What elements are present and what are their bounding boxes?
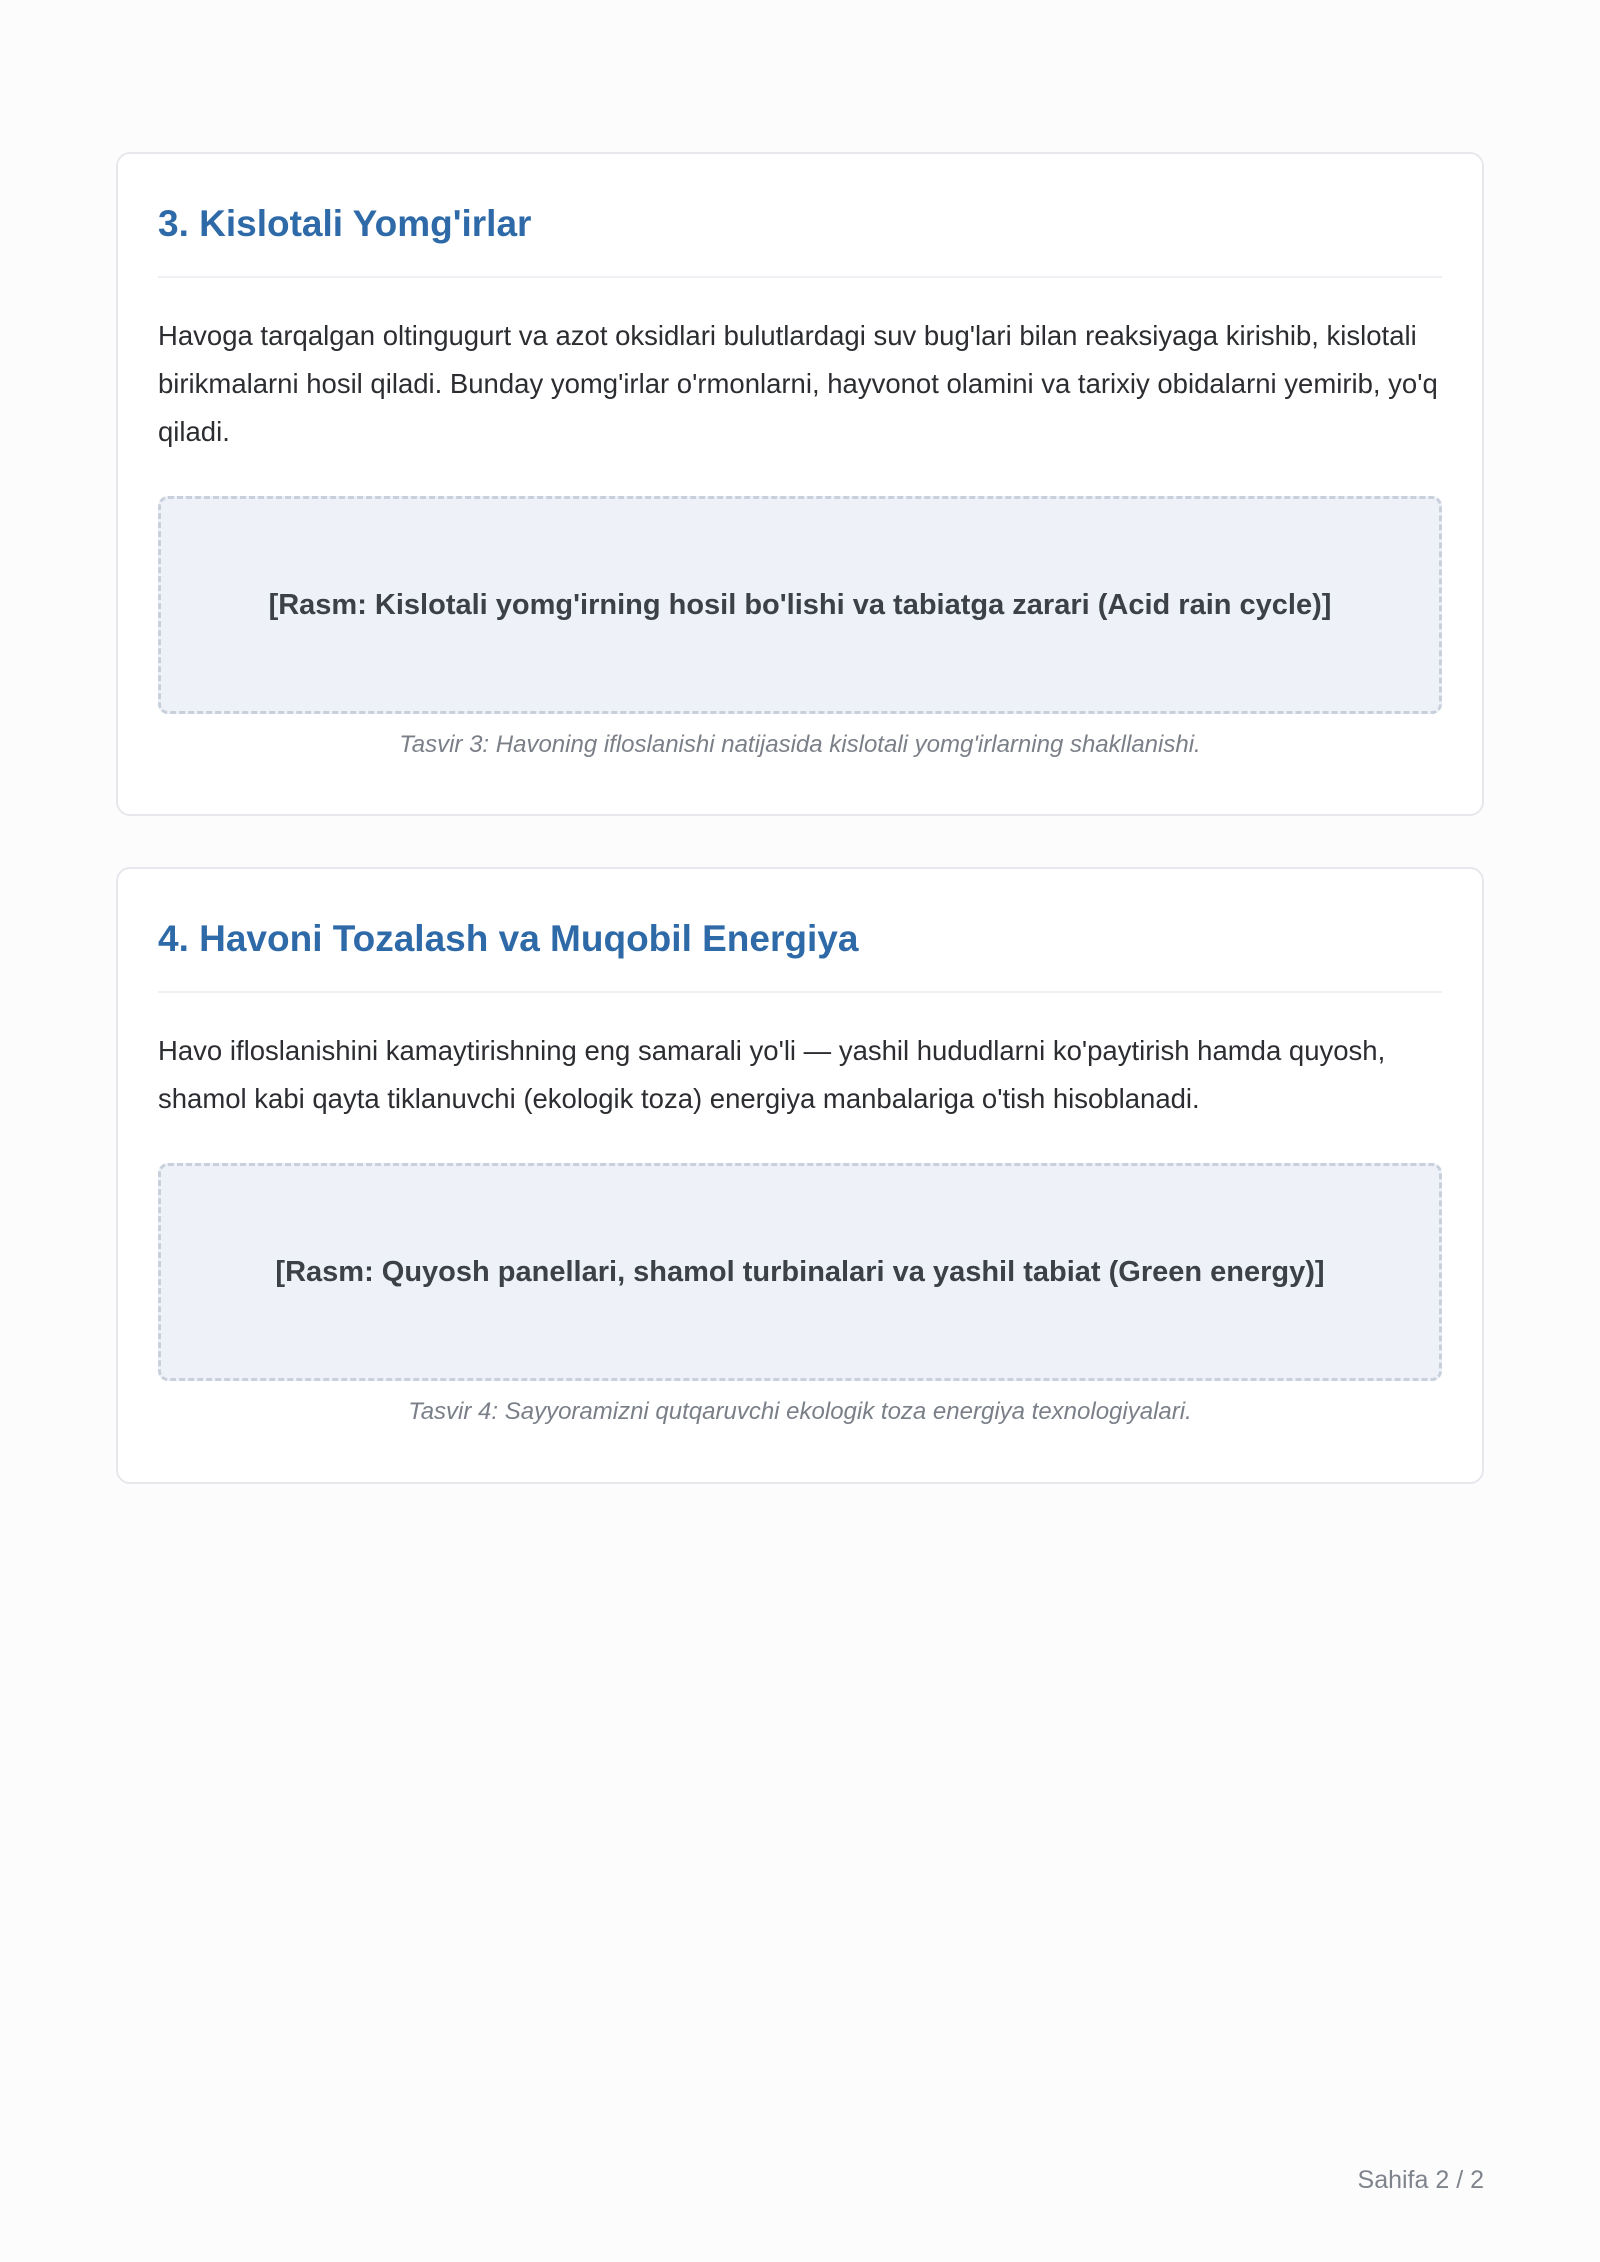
section-title: 3. Kislotali Yomg'irlar xyxy=(158,203,532,244)
figure-caption: Tasvir 3: Havoning ifloslanishi natijasida kislotali yomg'irlarning shakllanishi. xyxy=(399,731,1201,758)
page-number: Sahifa 2 / 2 xyxy=(1357,2166,1484,2194)
section-divider xyxy=(158,991,1442,993)
section-card-clean-energy xyxy=(116,867,1484,1484)
figure-placeholder: [Rasm: Quyosh panellari, shamol turbinalari va yashil tabiat (Green energy)] xyxy=(158,1163,1442,1381)
section-paragraph: Havoga tarqalgan oltingugurt va azot oksidlari bulutlardagi suv bug'lari bilan reaksiyaga kirishib, kislotali birikmalarni hosil qiladi. Bunday yomg'irlar o'rmonlarni, hayvonot olamini va tarixiy obidalarni yemirib, yo'q qiladi. xyxy=(158,320,1438,447)
section-card-acid-rain xyxy=(116,152,1484,816)
figure-caption: Tasvir 4: Sayyoramizni qutqaruvchi ekologik toza energiya texnologiyalari. xyxy=(408,1398,1192,1425)
section-paragraph: Havo ifloslanishini kamaytirishning eng samarali yo'li — yashil hududlarni ko'paytirish hamda quyosh, shamol kabi qayta tiklanuvchi (ekologik toza) energiya manbalariga o'tish hisoblanadi. xyxy=(158,1035,1386,1114)
figure-placeholder: [Rasm: Kislotali yomg'irning hosil bo'lishi va tabiatga zarari (Acid rain cycle)] xyxy=(158,496,1442,714)
section-divider xyxy=(158,276,1442,278)
section-title: 4. Havoni Tozalash va Muqobil Energiya xyxy=(158,918,859,959)
